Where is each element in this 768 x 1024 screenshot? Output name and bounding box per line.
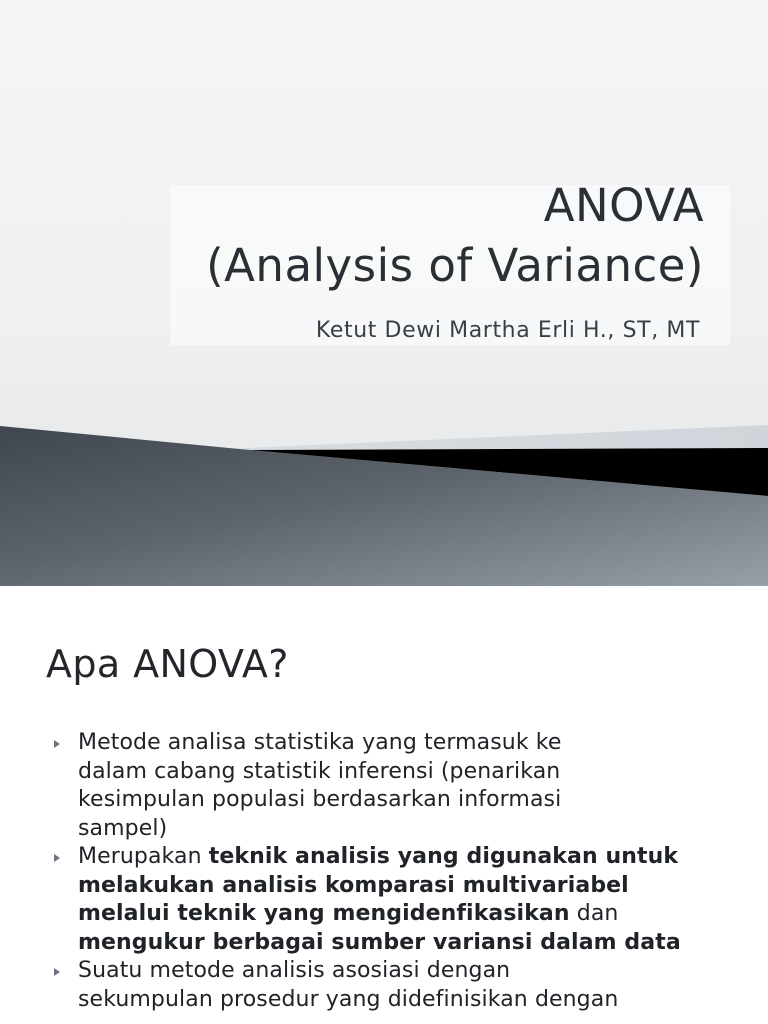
bullet-1-line-3: kesimpulan populasi berdasarkan informasi: [78, 787, 562, 812]
bullet-3-line-2: sekumpulan prosedur yang didefinisikan dengan: [78, 986, 619, 1012]
band-light-stripe: [200, 425, 768, 450]
bullet-2-line-3: [78, 900, 742, 929]
content-heading: Apa ANOVA?: [46, 642, 289, 686]
content-slide: [0, 590, 768, 1024]
bullet-1-line-2: dalam cabang statistik inferensi (penarikan: [78, 758, 561, 784]
bullet-2-line-1-normal: Merupakan: [78, 844, 209, 869]
bullet-2-line-3-bold: melalui teknik yang mengidenfikasikan: [78, 901, 570, 926]
bullet-item-3: [52, 957, 742, 1014]
bullet-1-line-1: Metode analisa statistika yang termasuk ke: [78, 730, 562, 755]
title-line-1: ANOVA: [543, 179, 704, 232]
bullet-2-line-4: mengukur berbagai sumber variansi dalam data: [78, 929, 681, 955]
bullet-1-line-4: sampel): [78, 815, 168, 841]
triangle-right-icon: [54, 854, 60, 862]
bullet-2-line-1: [78, 843, 742, 872]
title-line-2: (Analysis of Variance): [206, 239, 704, 292]
triangle-right-icon: [54, 968, 60, 976]
bullet-2-line-2: melakukan analisis komparasi multivariabel: [78, 872, 629, 898]
bullet-2-line-1-bold: teknik analisis yang digunakan untuk: [208, 844, 679, 869]
bullet-3-line-1: Suatu metode analisis asosiasi dengan: [78, 958, 511, 983]
bullet-list: [52, 729, 742, 1014]
bullet-item-2: [52, 843, 742, 957]
triangle-right-icon: [54, 740, 60, 748]
bullet-item-1: [52, 729, 742, 843]
bullet-2-line-3-normal: dan: [569, 901, 619, 926]
author-name: Ketut Dewi Martha Erli H., ST, MT: [315, 318, 700, 343]
decorative-band: [0, 420, 768, 586]
slide-title: [206, 176, 704, 296]
